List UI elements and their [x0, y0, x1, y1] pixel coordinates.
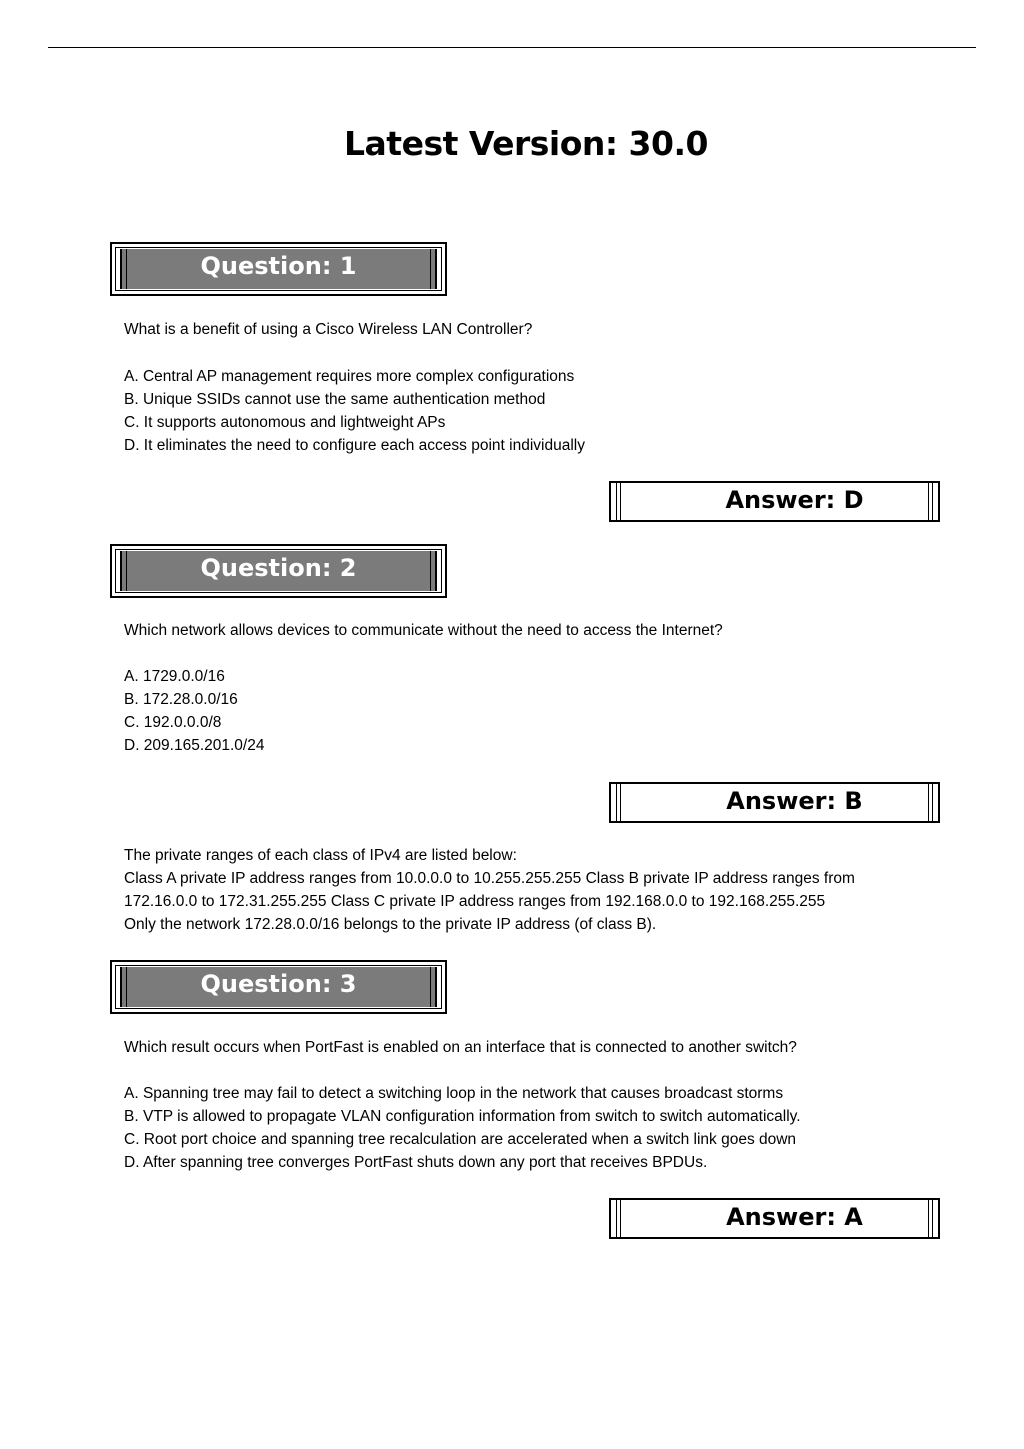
- explanation-line-3: 172.16.0.0 to 172.31.255.255 Class C private IP address ranges from 192.168.0.0 to 192.168.255.255: [124, 893, 826, 910]
- question-3-option-d: D. After spanning tree converges PortFast shuts down any port that receives BPDUs.: [124, 1154, 708, 1171]
- question-2-option-d: D. 209.165.201.0/24: [124, 737, 265, 754]
- question-3-text: Which result occurs when PortFast is enabled on an interface that is connected to another switch?: [124, 1039, 797, 1056]
- question-1-option-a: A. Central AP management requires more complex configurations: [124, 368, 575, 385]
- question-2-header: [110, 544, 447, 598]
- answer-1-box: [609, 481, 940, 522]
- question-1-option-d: D. It eliminates the need to configure each access point individually: [124, 437, 585, 454]
- question-3-option-b: B. VTP is allowed to propagate VLAN configuration information from switch to switch automatically.: [124, 1108, 801, 1125]
- question-2-option-a: A. 1729.0.0/16: [124, 668, 225, 685]
- answer-3-label: Answer: A: [726, 1203, 863, 1231]
- answer-2-label: Answer: B: [726, 787, 863, 815]
- answer-3-box: [609, 1198, 940, 1239]
- question-1-label: Question: 1: [200, 252, 357, 280]
- question-3-label: Question: 3: [200, 970, 357, 998]
- question-1-text: What is a benefit of using a Cisco Wireless LAN Controller?: [124, 321, 533, 338]
- question-3-option-c: C. Root port choice and spanning tree recalculation are accelerated when a switch link goes down: [124, 1131, 797, 1148]
- question-3-header: [110, 960, 447, 1014]
- question-1-option-c: C. It supports autonomous and lightweight APs: [124, 414, 446, 431]
- question-3-body: [124, 1036, 944, 1174]
- question-2-explanation: [124, 844, 944, 936]
- top-divider: [48, 47, 976, 48]
- question-1-option-b: B. Unique SSIDs cannot use the same authentication method: [124, 391, 546, 408]
- question-2-label: Question: 2: [200, 554, 357, 582]
- question-2-option-b: B. 172.28.0.0/16: [124, 691, 238, 708]
- answer-1-label: Answer: D: [725, 486, 864, 514]
- page-title: Latest Version: 30.0: [344, 124, 708, 163]
- question-2-option-c: C. 192.0.0.0/8: [124, 714, 222, 731]
- answer-2-box: [609, 782, 940, 823]
- question-1-header: [110, 242, 447, 296]
- question-3-option-a: A. Spanning tree may fail to detect a switching loop in the network that causes broadcast storms: [124, 1085, 784, 1102]
- question-2-text: Which network allows devices to communicate without the need to access the Internet?: [124, 622, 723, 639]
- explanation-line-2: Class A private IP address ranges from 10.0.0.0 to 10.255.255.255 Class B private IP address ranges from: [124, 870, 855, 887]
- explanation-line-1: The private ranges of each class of IPv4 are listed below:: [124, 847, 517, 864]
- question-2-body: [124, 619, 944, 757]
- question-1-body: [124, 318, 944, 457]
- explanation-line-4: Only the network 172.28.0.0/16 belongs to the private IP address (of class B).: [124, 916, 657, 933]
